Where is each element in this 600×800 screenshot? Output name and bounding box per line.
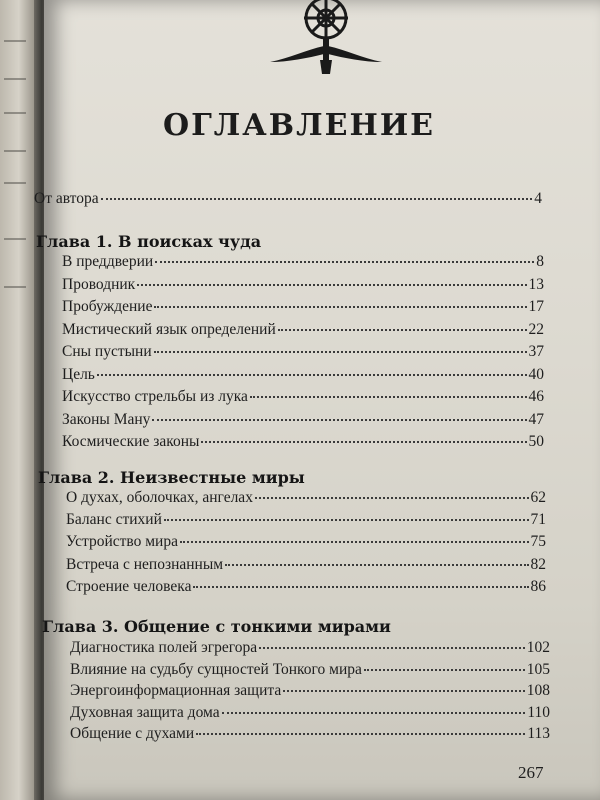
toc-entry-title: Проводник [62, 276, 136, 293]
dot-leader [278, 328, 527, 331]
adjacent-text-fragment [4, 150, 26, 152]
toc-entry [66, 556, 546, 574]
dot-leader [201, 440, 526, 443]
adjacent-text-fragment [4, 182, 26, 184]
dot-leader [193, 585, 528, 588]
toc-entry [70, 661, 550, 679]
toc-entry-page: 71 [530, 511, 546, 528]
adjacent-text-fragment [4, 40, 26, 42]
dot-leader [164, 518, 529, 521]
dot-leader [155, 260, 534, 263]
toc-entry-title: О духах, оболочках, ангелах [66, 489, 253, 506]
toc-entry-title: От автора [34, 190, 99, 207]
toc-entry [62, 343, 544, 361]
toc-entry-page: 47 [528, 411, 544, 428]
chapter-heading: Глава 2. Неизвестные миры [38, 468, 305, 487]
toc-entry-page: 40 [528, 366, 544, 383]
toc-entry-page: 113 [527, 725, 550, 742]
toc-entry [66, 511, 546, 529]
toc-entry-title: Духовная защита дома [70, 704, 220, 721]
dot-leader [225, 563, 528, 566]
toc-entry-title: Строение человека [66, 578, 192, 595]
toc-entry-page: 105 [526, 661, 550, 678]
dot-leader [180, 540, 529, 543]
dot-leader [137, 283, 526, 286]
dot-leader [364, 668, 525, 671]
chapter-heading: Глава 3. Общение с тонкими мирами [42, 617, 391, 636]
toc-entry [62, 253, 544, 271]
adjacent-page [0, 0, 34, 800]
toc-entry [70, 704, 550, 722]
contents-page [34, 0, 600, 800]
toc-entry [62, 388, 544, 406]
adjacent-text-fragment [4, 238, 26, 240]
toc-entry-title: Искусство стрельбы из лука [62, 388, 248, 405]
toc-entry [70, 725, 550, 743]
toc-entry [62, 276, 544, 294]
chapter-heading: Глава 1. В поисках чуда [36, 232, 262, 251]
toc-entry-page: 8 [536, 253, 544, 270]
toc-entry [70, 682, 550, 700]
toc-entry-title: Влияние на судьбу сущностей Тонкого мира [70, 661, 362, 678]
toc-entry-title: Космические законы [62, 433, 200, 450]
dot-leader [259, 646, 525, 649]
wheel-ornament-icon [266, 0, 386, 82]
toc-entry-title: Пробуждение [62, 298, 153, 315]
adjacent-text-fragment [4, 112, 26, 114]
toc-entry [62, 366, 544, 384]
toc-entry [66, 533, 546, 551]
adjacent-text-fragment [4, 286, 26, 288]
toc-entry-page: 75 [530, 533, 546, 550]
toc-entry-title: Встреча с непознанным [66, 556, 224, 573]
dot-leader [152, 418, 526, 421]
dot-leader [222, 711, 526, 714]
toc-entry [62, 321, 544, 339]
toc-entry-title: Энергоинформационная защита [70, 682, 282, 699]
page-title: ОГЛАВЛЕНИЕ [162, 108, 436, 143]
dot-leader [255, 496, 529, 499]
dot-leader [154, 305, 526, 308]
toc-entry-page: 86 [530, 578, 546, 595]
toc-entry [66, 578, 546, 596]
toc-entry-page: 13 [528, 276, 544, 293]
toc-entry-title: В преддверии [62, 253, 154, 270]
dot-leader [101, 197, 533, 200]
toc-entry-page: 17 [528, 298, 544, 315]
toc-entry-title: Диагностика полей эгрегора [70, 639, 258, 656]
toc-entry-page: 108 [526, 682, 550, 699]
page-number: 267 [518, 763, 544, 782]
toc-entry-title: Устройство мира [66, 533, 178, 550]
toc-entry-page: 37 [528, 343, 544, 360]
toc-entry-page: 82 [530, 556, 546, 573]
toc-entry-page: 50 [528, 433, 544, 450]
toc-entry-title: Сны пустыни [62, 343, 152, 360]
dot-leader [283, 689, 525, 692]
dot-leader [154, 350, 527, 353]
toc-entry [34, 190, 542, 208]
toc-entry [70, 639, 550, 657]
toc-entry [66, 489, 546, 507]
toc-entry [62, 433, 544, 451]
toc-entry-title: Общение с духами [70, 725, 195, 742]
dot-leader [97, 373, 527, 376]
toc-entry-page: 110 [527, 704, 550, 721]
toc-entry-page: 4 [534, 190, 542, 207]
toc-entry-page: 62 [530, 489, 546, 506]
toc-entry-page: 46 [528, 388, 544, 405]
toc-entry-page: 102 [526, 639, 550, 656]
toc-entry-page: 22 [528, 321, 544, 338]
toc-entry-title: Мистический язык определений [62, 321, 276, 338]
dot-leader [196, 732, 525, 735]
toc-entry [62, 411, 544, 429]
adjacent-text-fragment [4, 78, 26, 80]
toc-entry-title: Цель [62, 366, 95, 383]
dot-leader [250, 395, 527, 398]
toc-entry [62, 298, 544, 316]
toc-entry-title: Баланс стихий [66, 511, 162, 528]
toc-entry-title: Законы Ману [62, 411, 151, 428]
